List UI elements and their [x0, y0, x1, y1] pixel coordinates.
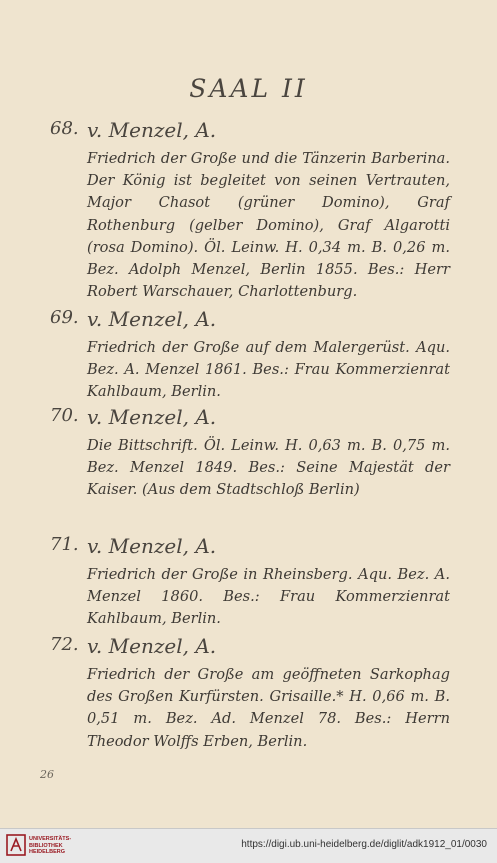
entry-artist: v. Menzel, A. [87, 118, 217, 142]
entry-artist: v. Menzel, A. [87, 634, 217, 658]
entry-number: 68. [50, 118, 79, 139]
entry-artist: v. Menzel, A. [87, 307, 217, 331]
entry-description: Friedrich der Große auf dem Malergerüst. Aqu. Bez. A. Menzel 1861. Bes.: Frau Kommerzienrat Kahlbaum, Berlin. [87, 339, 450, 401]
library-name-line: HEIDELBERG [29, 849, 66, 855]
entry-description: Friedrich der Große in Rheinsberg. Aqu. Bez. A. Menzel 1860. Bes.: Frau Kommerzienrat Kahlbaum, Berlin. [87, 566, 450, 628]
entry-artist: v. Menzel, A. [87, 405, 217, 429]
entry-number: 72. [50, 634, 79, 655]
page-number: 26 [40, 768, 54, 781]
entry-description: Friedrich der Große und die Tänzerin Barberina. Der König ist begleitet von seinen Vertrauten, Major Chasot (grüner Domino), Graf Rothenburg (gelber Domino), Graf Algarotti (rosa Domino). Öl. Leinw. H. 0,34 m. B. 0,26 m. Bez. Adolph Menzel, Berlin 1855. Bes.: Herr Robert Warschauer, Charlottenburg. [87, 150, 450, 301]
entry-artist: v. Menzel, A. [87, 534, 217, 558]
library-name-line: BIBLIOTHEK [29, 842, 63, 849]
page-heading: SAAL II [189, 74, 308, 103]
entry-number: 71. [50, 534, 79, 555]
entry-number: 70. [50, 405, 79, 426]
library-name-line: UNIVERSITÄTS- [29, 836, 72, 842]
viewer-footer [0, 828, 497, 863]
entry-description: Friedrich der Große am geöffneten Sarkophag des Großen Kurfürsten. Grisaille.* H. 0,66 m. B. 0,51 m. Bez. Ad. Menzel 78. Bes.: Herrn Theodor Wolffs Erben, Berlin. [87, 666, 450, 750]
source-link[interactable]: https://digi.ub.uni-heidelberg.de/diglit/adk1912_01/0030 [241, 839, 487, 850]
entry-description: Die Bittschrift. Öl. Leinw. H. 0,63 m. B. 0,75 m. Bez. Menzel 1849. Bes.: Seine Majestät der Kaiser. (Aus dem Stadtschloß Berlin) [87, 437, 450, 499]
university-library-logo-icon [6, 834, 26, 856]
entry-number: 69. [50, 307, 79, 328]
library-name [29, 836, 71, 856]
